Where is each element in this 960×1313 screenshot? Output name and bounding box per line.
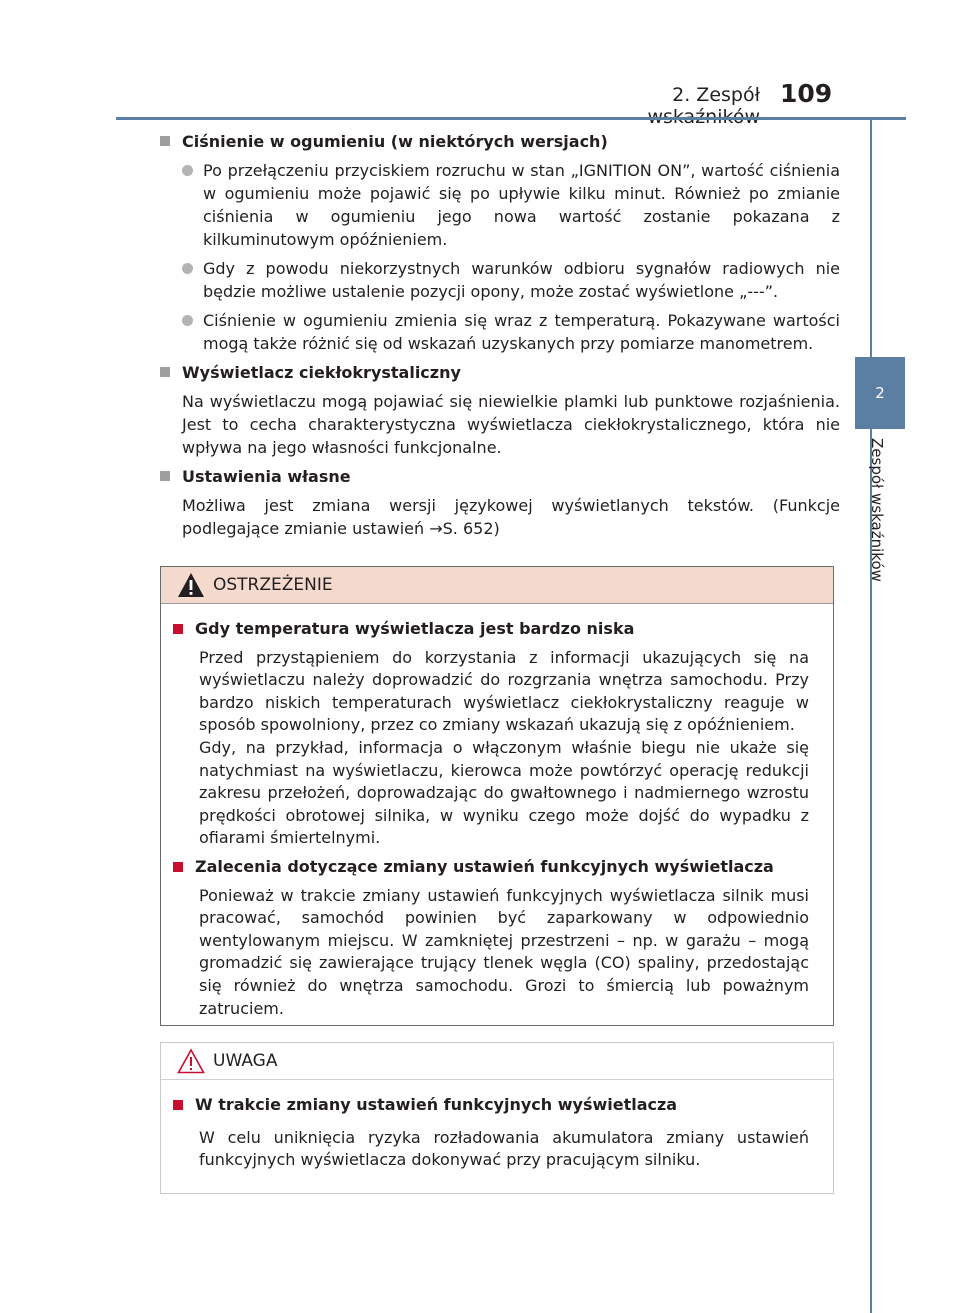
page-number: 109 (780, 79, 833, 108)
section-paragraph: Możliwa jest zmiana wersji językowej wyświetlanych tekstów. (Funkcje podlegające zmianie ustawień →S. 652) (182, 496, 840, 538)
caution-triangle-icon (177, 1048, 205, 1074)
square-bullet-icon (173, 862, 183, 872)
dot-bullet-icon (182, 263, 193, 274)
caution-body (161, 1080, 833, 1172)
list-item (182, 309, 840, 355)
caution-item-heading (173, 1094, 809, 1117)
square-bullet-icon (160, 471, 170, 481)
list-item (182, 257, 840, 303)
list-item (182, 159, 840, 251)
warning-header (161, 567, 833, 604)
header-title: 2. Zespół (672, 84, 760, 106)
side-rule (870, 117, 872, 1313)
list-item-text: Ciśnienie w ogumieniu zmienia się wraz z temperaturą. Pokazywane wartości mogą także różnić się od wskazań uzyskanych przy pomiarze manometrem. (203, 311, 840, 353)
section-heading (160, 465, 840, 488)
warning-title: OSTRZEŻENIE (213, 575, 333, 595)
section-heading-text: Ciśnienie w ogumieniu (w niektórych wersjach) (182, 132, 608, 151)
square-bullet-icon (173, 1100, 183, 1110)
list-item-text: Po przełączeniu przyciskiem rozruchu w stan „IGNITION ON”, wartość ciśnienia w ogumieniu może pojawić się po upływie kilku minut. Również po zmianie ciśnienia w ogumieniu jego nowa wartość zostanie pokazana z kilkuminutowym opóźnieniem. (203, 161, 840, 249)
caution-item-text: W celu uniknięcia ryzyka rozładowania akumulatora zmiany ustawień funkcyjnych wyświetlacza dokonywać przy pracującym silniku. (199, 1127, 809, 1170)
list-item-text: Gdy z powodu niekorzystnych warunków odbioru sygnałów radiowych nie będzie możliwe ustalenie pozycji opony, może zostać wyświetlone „---”. (203, 259, 840, 301)
warning-item-heading (173, 856, 809, 879)
chapter-tab: 2 (855, 357, 905, 429)
chapter-name: Zespół wskaźników (868, 438, 886, 582)
square-bullet-icon (173, 624, 183, 634)
warning-item-heading-text: Gdy temperatura wyświetlacza jest bardzo niska (195, 619, 635, 638)
caution-title: UWAGA (213, 1051, 278, 1071)
square-bullet-icon (160, 136, 170, 146)
warning-body (161, 604, 833, 1020)
caution-item-heading-text: W trakcie zmiany ustawień funkcyjnych wyświetlacza (195, 1095, 678, 1114)
main-content (160, 130, 840, 546)
header-rule (116, 117, 906, 120)
warning-item-heading-text: Zalecenia dotyczące zmiany ustawień funkcyjnych wyświetlacza (195, 856, 774, 876)
warning-item-text: Przed przystąpieniem do korzystania z informacji ukazujących się na wyświetlaczu należy doprowadzić do rozgrzania wnętrza samochodu. Przy bardzo niskich temperaturach wyświetlacz ciekłokrystaliczny reaguje w sposób spowolniony, przez co zmiany wskazań ukazują się z opóźnieniem. (199, 647, 809, 735)
caution-header (161, 1043, 833, 1080)
section-paragraph: Na wyświetlaczu mogą pojawiać się niewielkie plamki lub punktowe rozjaśnienia. Jest to cecha charakterystyczna wyświetlacza ciekłokrystalicznego, która nie wpływa na jego własności funkcjonalne. (182, 392, 840, 457)
warning-triangle-icon (177, 572, 205, 598)
caution-box (160, 1042, 834, 1194)
section-heading (160, 130, 840, 153)
section-heading (160, 361, 840, 384)
section-heading-text: Wyświetlacz ciekłokrystaliczny (182, 363, 461, 382)
warning-box (160, 566, 834, 1026)
dot-bullet-icon (182, 165, 193, 176)
warning-item-text: Gdy, na przykład, informacja o włączonym właśnie biegu nie ukaże się natychmiast na wyświetlaczu, kierowca może powtórzyć operację redukcji zakresu przełożeń, doprowadzając do gwałtownego i nadmiernego wzrostu prędkości obrotowej silnika, w wyniku czego może dojść do wypadku z ofiarami śmiertelnymi. (199, 737, 809, 848)
section-heading-text: Ustawienia własne (182, 467, 351, 486)
dot-bullet-icon (182, 315, 193, 326)
square-bullet-icon (160, 367, 170, 377)
warning-item-heading (173, 618, 809, 641)
warning-item-text: Ponieważ w trakcie zmiany ustawień funkcyjnych wyświetlacza silnik musi pracować, samochód powinien być zaparkowany w odpowiednio wentylowanym miejscu. W zamkniętej przestrzeni – np. w garażu – mogą gromadzić się zawierające trujący tlenek węgla (CO) spaliny, przedostając się również do wnętrza samochodu. Grozi to śmiercią lub poważnym zatruciem. (199, 885, 809, 1018)
